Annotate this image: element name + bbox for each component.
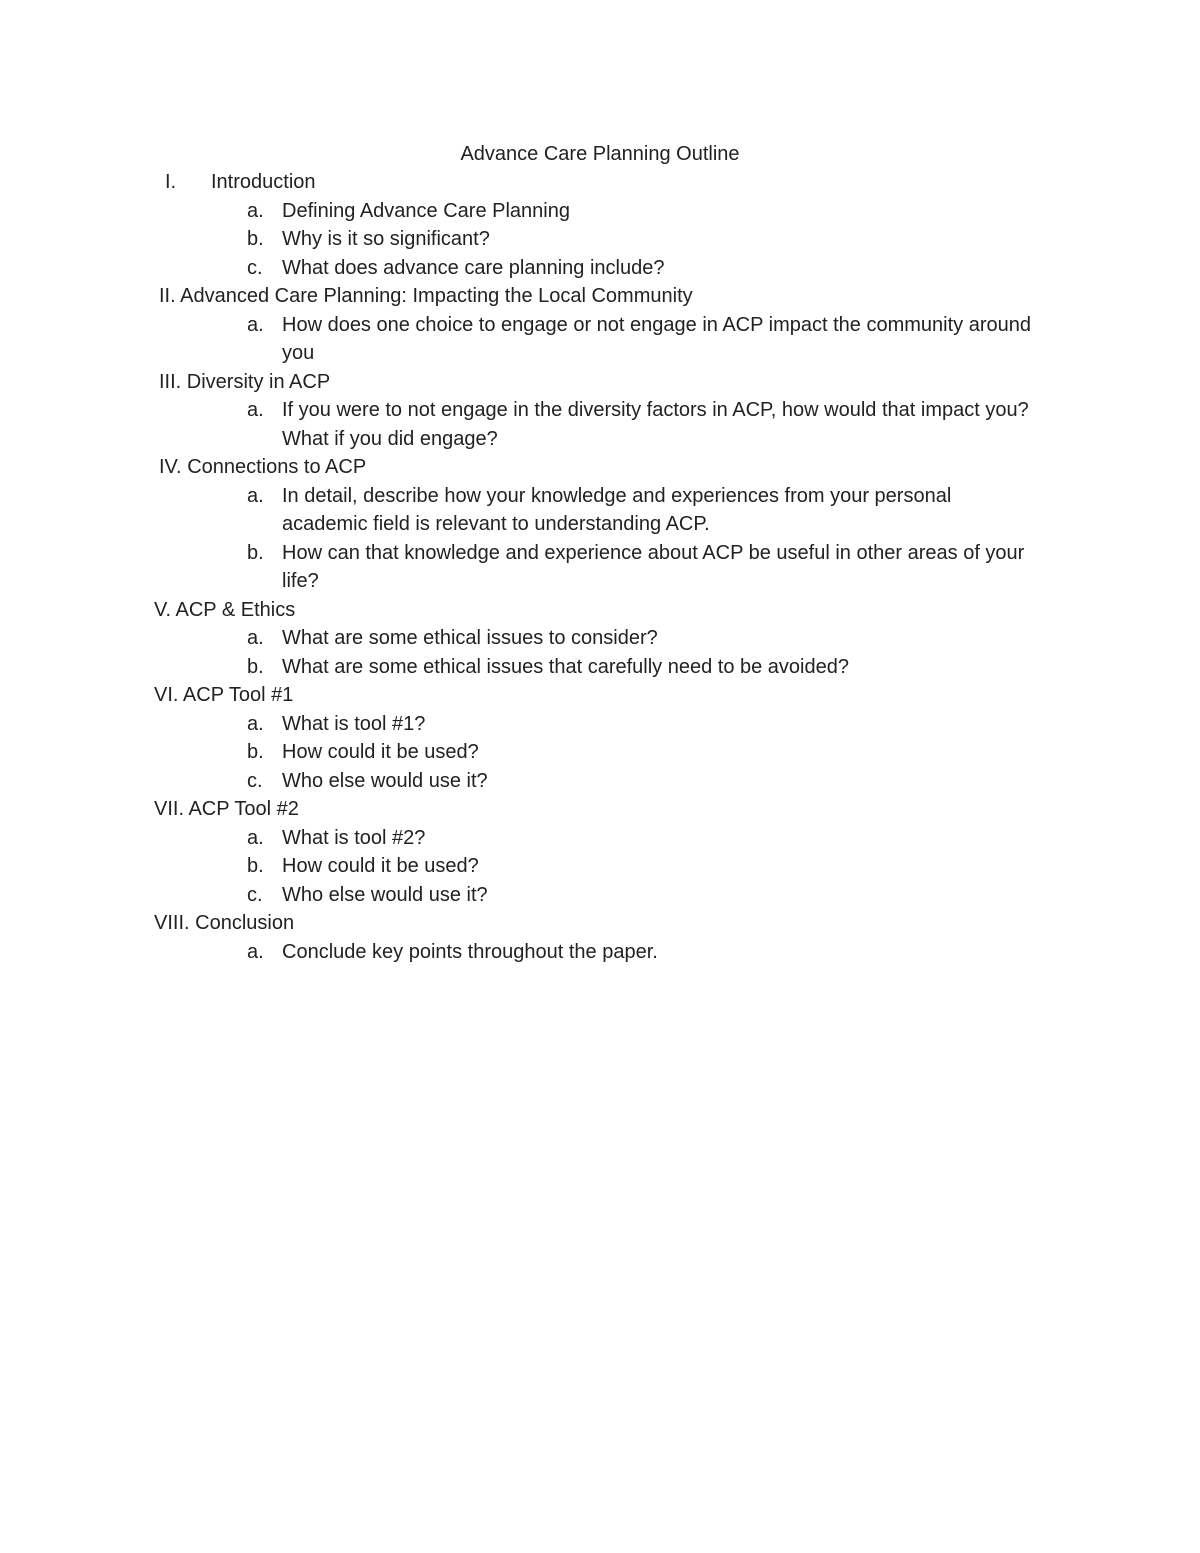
section-title: ACP Tool #1 [182, 684, 294, 706]
item-letter: c. [247, 256, 263, 279]
item-letter: a. [247, 313, 264, 336]
section-numeral: VII. [154, 798, 185, 820]
list-item [0, 710, 1200, 739]
list-item [0, 539, 1200, 596]
outline [0, 168, 1200, 966]
section-heading [0, 453, 1200, 482]
section-title: ACP & Ethics [175, 598, 296, 621]
section-heading [0, 909, 1200, 938]
section-title: Introduction [211, 171, 316, 193]
item-letter: a. [247, 627, 264, 649]
section-heading [0, 596, 1200, 625]
section-title: Connections to ACP [187, 456, 367, 478]
list-item [0, 881, 1200, 910]
list-item [0, 653, 1200, 682]
list-item [0, 197, 1200, 226]
item-letter: b. [247, 228, 264, 250]
item-text: Conclude key points throughout the paper. [282, 940, 658, 963]
list-item [0, 852, 1200, 881]
list-item [0, 824, 1200, 853]
section-title: Conclusion [195, 912, 295, 934]
item-text: How could it be used? [282, 741, 479, 763]
section-numeral: VI. [154, 684, 179, 706]
item-letter: a. [247, 399, 264, 421]
item-text: How could it be used? [282, 855, 479, 877]
list-item [0, 938, 1200, 967]
item-letter: a. [247, 712, 264, 735]
item-letter: b. [247, 541, 264, 564]
section-title: Advanced Care Planning: Impacting the Local Community [180, 285, 693, 307]
item-letter: c. [247, 769, 263, 792]
list-item [0, 311, 1200, 368]
list-item [0, 482, 1200, 539]
item-text: In detail, describe how your knowledge and experiences from your personal academic field is relevant to understanding ACP. [282, 484, 952, 535]
item-text: What are some ethical issues to consider? [282, 627, 658, 649]
section-numeral: IV. [159, 456, 182, 478]
item-text: Who else would use it? [282, 883, 488, 906]
item-text: If you were to not engage in the diversity factors in ACP, how would that impact you? What if you did engage? [282, 399, 1029, 450]
section-heading [0, 168, 1200, 197]
item-letter: c. [247, 883, 263, 906]
item-letter: a. [247, 484, 264, 507]
section-heading [0, 795, 1200, 824]
item-text: Defining Advance Care Planning [282, 199, 570, 222]
list-item [0, 767, 1200, 796]
section-numeral: III. [159, 370, 182, 393]
item-text: How does one choice to engage or not engage in ACP impact the community around you [282, 313, 1031, 364]
item-letter: b. [247, 741, 264, 763]
section-numeral: II. [159, 285, 176, 307]
section-heading [0, 681, 1200, 710]
list-item [0, 254, 1200, 283]
section-title: ACP Tool #2 [188, 798, 299, 820]
item-letter: a. [247, 199, 264, 222]
item-text: What are some ethical issues that carefully need to be avoided? [282, 655, 849, 678]
item-letter: a. [247, 940, 264, 963]
section-heading [0, 282, 1200, 311]
section-numeral: VIII. [154, 912, 190, 934]
item-text: What does advance care planning include? [282, 256, 665, 279]
item-letter: b. [247, 855, 264, 877]
list-item [0, 225, 1200, 254]
list-item [0, 624, 1200, 653]
item-text: What is tool #2? [282, 826, 426, 849]
list-item [0, 738, 1200, 767]
section-heading [0, 368, 1200, 397]
item-letter: a. [247, 826, 264, 849]
section-title: Diversity in ACP [186, 370, 331, 393]
item-text: What is tool #1? [282, 712, 426, 735]
list-item [0, 396, 1200, 453]
page-title: Advance Care Planning Outline [460, 143, 740, 165]
item-text: Who else would use it? [282, 769, 488, 792]
section-numeral: I. [165, 171, 177, 193]
item-text: Why is it so significant? [282, 228, 490, 250]
item-text: How can that knowledge and experience about ACP be useful in other areas of your life? [282, 541, 1025, 592]
section-numeral: V. [154, 598, 172, 621]
item-letter: b. [247, 655, 264, 678]
